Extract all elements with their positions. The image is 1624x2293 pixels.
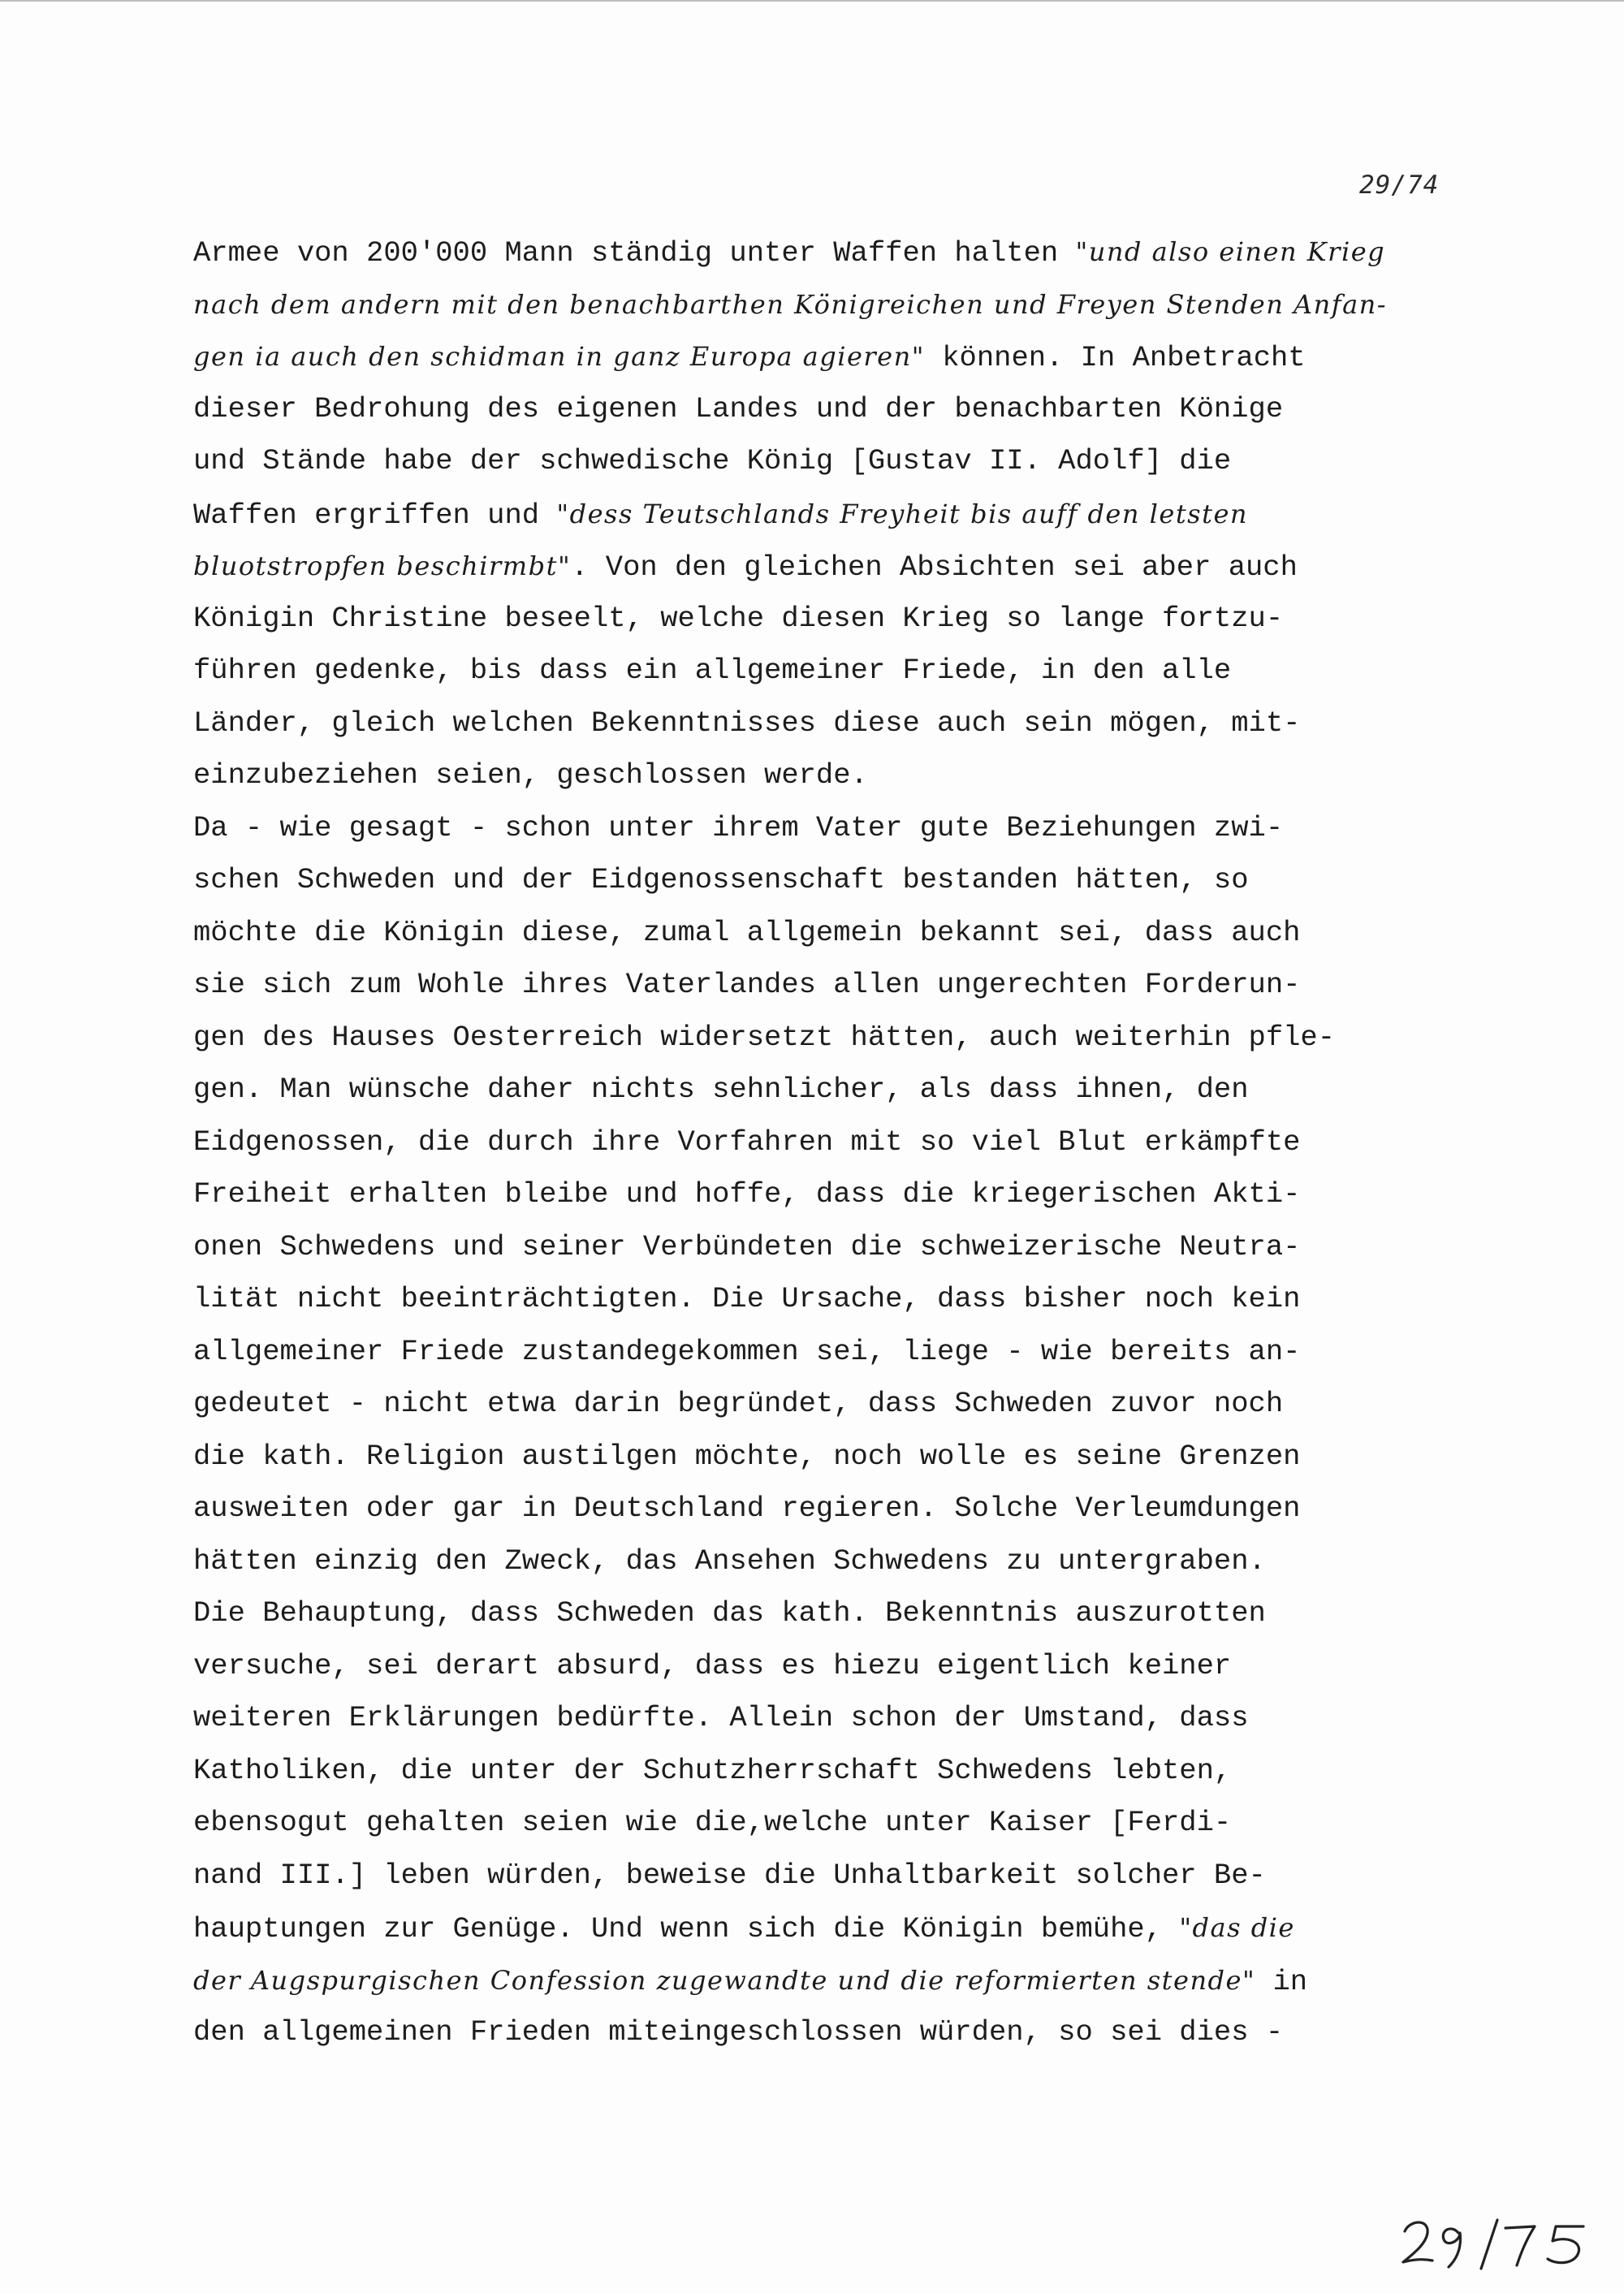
- text-line: [193, 279, 1492, 331]
- line-text: die kath. Religion austilgen möchte, noch wolle es seine Grenzen: [193, 1439, 1301, 1473]
- text-line: [193, 697, 1492, 750]
- line-text: hauptungen zur Genüge. Und wenn sich die Königin bemühe,: [193, 1912, 1180, 1945]
- line-text: ausweiten oder gar in Deutschland regieren. Solche Verleumdungen: [193, 1492, 1301, 1525]
- text-line: [193, 330, 1492, 383]
- line-text: möchte die Königin diese, zumal allgemein bekannt sei, dass auch: [193, 915, 1301, 949]
- quoted-source-text: "dess Teutschlands Freyheit bis auff den letsten: [556, 498, 1248, 529]
- line-text: Königin Christine beseelt, welche diesen Krieg so lange fortzu-: [193, 601, 1284, 635]
- text-line: [193, 1954, 1492, 2007]
- page-number: 29/74: [1359, 171, 1440, 200]
- text-line: [193, 749, 1492, 802]
- handwritten-folio-drawing: [1395, 2209, 1598, 2274]
- quoted-source-text: "das die: [1179, 1912, 1295, 1943]
- line-text: Eidgenossen, die durch ihre Vorfahren mit so viel Blut erkämpfte: [193, 1125, 1301, 1159]
- line-text: Die Behauptung, dass Schweden das kath. Bekenntnis auszurotten: [193, 1596, 1266, 1630]
- line-text: Da - wie gesagt - schon unter ihrem Vater gute Beziehungen zwi-: [193, 810, 1284, 844]
- body-text: [193, 226, 1492, 2059]
- handwritten-folio-number: [1395, 2209, 1598, 2274]
- line-text: . Von den gleichen Absichten sei aber auch: [571, 551, 1298, 584]
- text-line: [193, 1064, 1492, 1116]
- quoted-source-text: der Augspurgischen Confession zugewandte und die reformierten stende": [193, 1964, 1256, 1996]
- line-text: in: [1255, 1964, 1308, 1998]
- line-text: dieser Bedrohung des eigenen Landes und der benachbarten Könige: [193, 391, 1284, 425]
- text-line: [193, 226, 1492, 279]
- line-text: ebensogut gehalten seien wie die,welche unter Kaiser [Ferdi-: [193, 1806, 1232, 1839]
- text-line: [193, 1168, 1492, 1221]
- line-text: versuche, sei derart absurd, dass es hiezu eigentlich keiner: [193, 1648, 1232, 1682]
- text-line: [193, 1431, 1492, 1483]
- text-line: [193, 1273, 1492, 1326]
- text-line: [193, 1902, 1492, 1954]
- text-line: [193, 1378, 1492, 1431]
- line-text: Waffen ergriffen und: [193, 498, 557, 532]
- line-text: hätten einzig den Zweck, das Ansehen Schwedens zu untergraben.: [193, 1544, 1266, 1578]
- quoted-source-text: nach dem andern mit den benachbarthen Königreichen und Freyen Stenden Anfan-: [193, 288, 1388, 320]
- line-text: gedeutet - nicht etwa darin begründet, dass Schweden zuvor noch: [193, 1387, 1284, 1420]
- text-line: [193, 907, 1492, 960]
- line-text: gen. Man wünsche daher nichts sehnlicher, als dass ihnen, den: [193, 1073, 1249, 1106]
- quoted-source-text: bluotstropfen beschirmbt": [193, 551, 572, 581]
- text-line: [193, 854, 1492, 907]
- line-text: nand III.] leben würden, beweise die Unhaltbarkeit solcher Be-: [193, 1858, 1266, 1892]
- line-text: schen Schweden und der Eidgenossenschaft bestanden hätten, so: [193, 863, 1249, 896]
- text-line: [193, 1221, 1492, 1274]
- text-line: [193, 1483, 1492, 1535]
- text-line: [193, 959, 1492, 1012]
- line-text: allgemeiner Friede zustandegekommen sei, liege - wie bereits an-: [193, 1334, 1301, 1368]
- line-text: einzubeziehen seien, geschlossen werde.: [193, 758, 868, 792]
- text-line: [193, 1850, 1492, 1902]
- text-line: [193, 1692, 1492, 1745]
- quoted-source-text: gen ia auch den schidman in ganz Europa agieren": [193, 341, 925, 372]
- text-line: [193, 488, 1492, 541]
- text-line: [193, 435, 1492, 488]
- text-line: [193, 1535, 1492, 1588]
- text-line: [193, 645, 1492, 697]
- text-line: [193, 1012, 1492, 1064]
- line-text: sie sich zum Wohle ihres Vaterlandes allen ungerechten Forderun-: [193, 968, 1301, 1001]
- text-line: [193, 540, 1492, 593]
- line-text: Freiheit erhalten bleibe und hoffe, dass die kriegerischen Akti-: [193, 1177, 1301, 1211]
- line-text: und Stände habe der schwedische König [Gustav II. Adolf] die: [193, 444, 1232, 477]
- text-line: [193, 2006, 1492, 2059]
- line-text: onen Schwedens und seiner Verbündeten die schweizerische Neutra-: [193, 1229, 1301, 1263]
- line-text: führen gedenke, bis dass ein allgemeiner Friede, in den alle: [193, 654, 1232, 687]
- text-line: [193, 802, 1492, 855]
- text-line: [193, 1326, 1492, 1379]
- line-text: Katholiken, die unter der Schutzherrschaft Schwedens lebten,: [193, 1753, 1232, 1787]
- text-line: [193, 1587, 1492, 1640]
- text-line: [193, 1640, 1492, 1693]
- text-line: [193, 1745, 1492, 1798]
- line-text: lität nicht beeinträchtigten. Die Ursache, dass bisher noch kein: [193, 1282, 1301, 1315]
- line-text: Armee von 200'000 Mann ständig unter Waffen halten: [193, 236, 1076, 270]
- line-text: den allgemeinen Frieden miteingeschlossen würden, so sei dies -: [193, 2015, 1284, 2049]
- line-text: Länder, gleich welchen Bekenntnisses diese auch sein mögen, mit-: [193, 706, 1301, 740]
- line-text: weiteren Erklärungen bedürfte. Allein schon der Umstand, dass: [193, 1701, 1249, 1734]
- line-text: können. In Anbetracht: [924, 341, 1306, 374]
- text-line: [193, 593, 1492, 646]
- text-line: [193, 1797, 1492, 1850]
- quoted-source-text: "und also einen Krieg: [1075, 236, 1386, 267]
- line-text: gen des Hauses Oesterreich widersetzt hätten, auch weiterhin pfle-: [193, 1020, 1336, 1054]
- text-line: [193, 383, 1492, 436]
- text-line: [193, 1116, 1492, 1169]
